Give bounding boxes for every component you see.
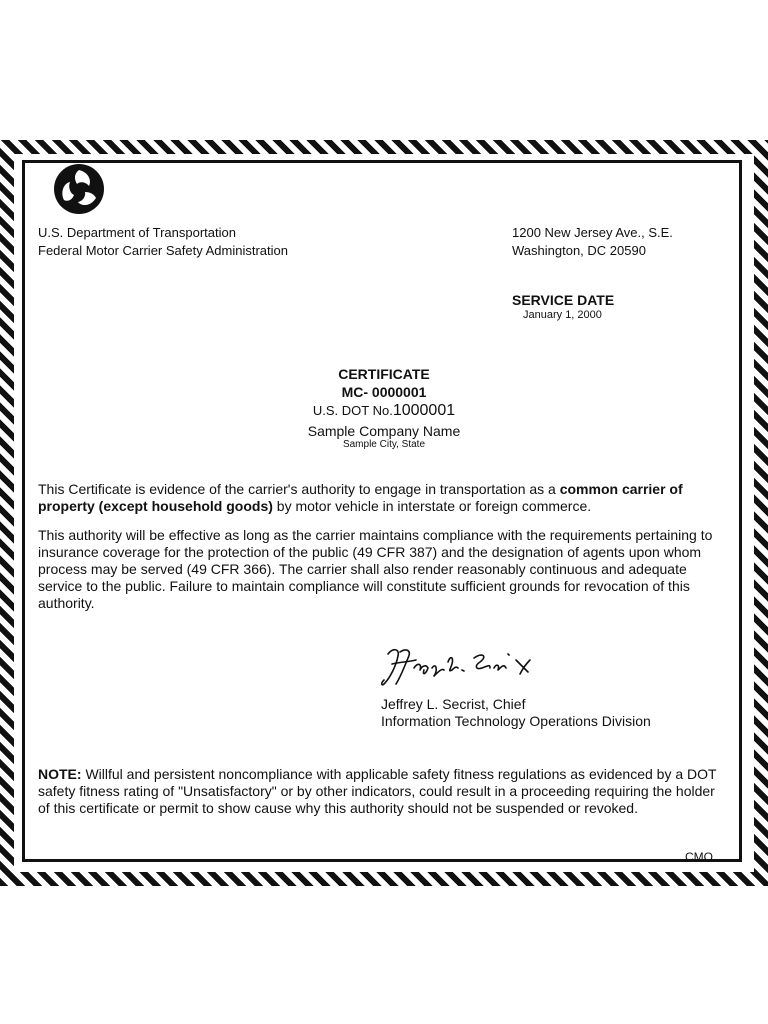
signer-title: Information Technology Operations Division — [381, 713, 651, 729]
note-paragraph — [38, 766, 728, 817]
authority-type: common carrier of property (except household goods) — [38, 481, 683, 514]
service-date-label: SERVICE DATE — [512, 292, 615, 308]
agency-block — [38, 224, 288, 260]
authority-text-end: by motor vehicle in interstate or foreign commerce. — [272, 498, 592, 514]
address-block — [512, 224, 673, 260]
note-label: NOTE: — [38, 766, 82, 782]
dot-number: 1000001 — [392, 402, 456, 419]
authority-paragraph — [38, 481, 728, 515]
company-name: Sample Company Name — [307, 423, 461, 439]
address-city: Washington, DC 20590 — [512, 243, 646, 258]
footer-code: CMO — [685, 850, 713, 864]
note-text: Willful and persistent noncompliance with applicable safety fitness regulations as evidenced by a DOT safety fitness rating of "Unsatisfactory" or by other indicators, could result in a proceeding requiring the holder of this certificate or permit to show cause why this authority should not be suspended or revoked. — [38, 766, 717, 816]
agency-department: U.S. Department of Transportation — [38, 225, 236, 240]
handwritten-signature — [378, 640, 538, 690]
certificate-mc-number: MC- 0000001 — [341, 384, 427, 400]
service-date-value: January 1, 2000 — [523, 309, 602, 321]
authority-text-start: This Certificate is evidence of the carrier's authority to engage in transportation as a — [38, 481, 560, 497]
dot-triskelion-logo-icon — [52, 162, 106, 216]
signer-block — [381, 696, 651, 730]
address-street: 1200 New Jersey Ave., S.E. — [512, 225, 673, 240]
agency-administration: Federal Motor Carrier Safety Administration — [38, 243, 288, 258]
signer-name: Jeffrey L. Secrist, Chief — [381, 696, 526, 712]
company-city: Sample City, State — [342, 439, 426, 450]
compliance-paragraph: This authority will be effective as long as the carrier maintains compliance with the requirements pertaining to insurance coverage for the protection of the public (49 CFR 387) and the designation of agents upon whom process may be served (49 CFR 366). The carrier shall also render reasonably continuous and adequate service to the public. Failure to maintain compliance will constitute sufficient grounds for revocation of this authority. — [38, 527, 713, 611]
dot-label: U.S. DOT No. — [312, 403, 393, 418]
certificate-dot-line — [0, 402, 768, 420]
certificate-title: CERTIFICATE — [338, 366, 430, 382]
